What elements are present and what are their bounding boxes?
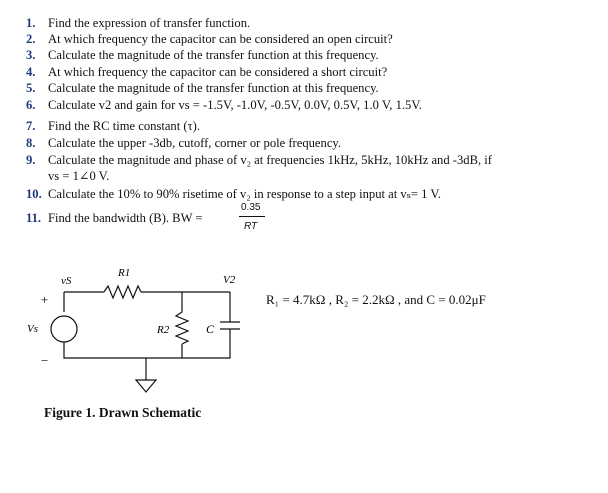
question-5: 5. Calculate the magnitude of the transfer function at this frequency.	[26, 81, 379, 95]
label-vs-source: Vs	[27, 323, 38, 335]
resistor-r2	[176, 312, 188, 344]
question-9-continuation: vs = 1∠0 V.	[48, 169, 110, 183]
question-7: 7. Find the RC time constant (τ).	[26, 119, 200, 133]
question-6: 6. Calculate v2 and gain for vs = -1.5V, -1.0V, -0.5V, 0.0V, 0.5V, 1.0 V, 1.5V.	[26, 98, 422, 112]
label-v2: V2	[223, 274, 236, 286]
label-plus: +	[40, 292, 49, 307]
question-4: 4. At which frequency the capacitor can be considered a short circuit?	[26, 65, 388, 79]
question-11: 11. Find the bandwidth (B). BW =	[26, 211, 203, 225]
question-8: 8. Calculate the upper -3db, cutoff, corner or pole frequency.	[26, 136, 342, 150]
ground-symbol	[136, 380, 156, 392]
figure-caption: Figure 1. Drawn Schematic	[44, 405, 202, 420]
question-2: 2. At which frequency the capacitor can be considered an open circuit?	[26, 32, 393, 46]
wire-bottom-left	[64, 342, 146, 358]
component-values: R₁ = 4.7kΩ , R₂ = 2.2kΩ , and C = 0.02μF	[266, 292, 486, 307]
label-minus: −	[40, 353, 49, 368]
label-r1: R1	[118, 267, 131, 279]
bw-denominator: RT	[244, 221, 258, 232]
question-9: 9. Calculate the magnitude and phase of v₂ at frequencies 1kHz, 5kHz, 10kHz and -3dB, if	[26, 153, 492, 167]
question-1: 1. Find the expression of transfer function.	[26, 16, 251, 30]
resistor-r1	[104, 286, 141, 298]
label-c: C	[206, 322, 215, 336]
question-10: 10. Calculate the 10% to 90% risetime of v₂ in response to a step input at vₛ= 1 V.	[26, 187, 442, 201]
question-3: 3. Calculate the magnitude of the transfer function at this frequency.	[26, 48, 379, 62]
voltage-source	[51, 316, 77, 342]
label-r2: R2	[157, 324, 170, 336]
bw-numerator: 0.35	[241, 202, 261, 213]
label-vs-top: vS	[61, 275, 72, 287]
